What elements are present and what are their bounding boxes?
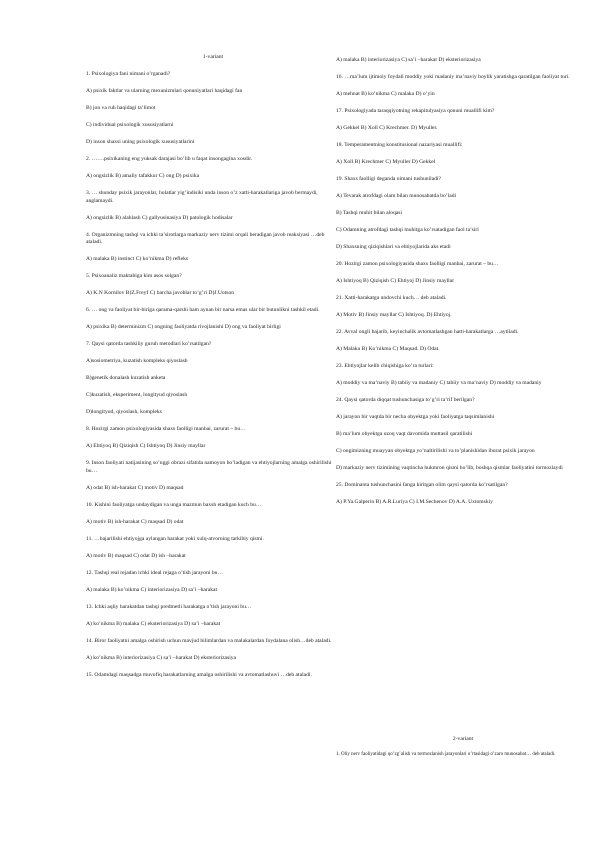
question-line: 10. Kishini faoliyatga undaydigan va unga mazmun baxsh etadigan kuch bu…	[86, 501, 262, 508]
question-line: 19. Shaxs faolligi deganda nimani tushuniladi?	[336, 176, 442, 182]
answer-line: D) Shaxsning qiziqishlari va ehtiyojlarida aks etadi	[336, 244, 451, 250]
variant-1-title: 1-variant	[202, 54, 224, 60]
question-line: 11. …bajarilishi ehtiyojga aylangan harakat yoki xulq-atvorning tarkibiy qismi.	[86, 535, 264, 542]
answer-line: A) malaka B) ko’nikma C) interiorizasiya D) sa’i –harakat	[86, 586, 218, 593]
question-line: 5. Psixoanaliz maktabiga kim asos solgan?	[86, 273, 182, 280]
question-line: 24. Qaysi qatorda diqqat tushunchasiga to’g’ri ta’rif berilgan?	[336, 397, 475, 403]
question-line: 12. Tashqi real rejadan ichki ideal rejaga o’tish jarayoni bu…	[86, 569, 224, 576]
answer-line: C) Odamning atrofdagi tashqi muhitga ko’rsatadigan faol ta’siri	[336, 227, 479, 233]
answer-line: D)longityud, qiyoslash, kompleks	[86, 409, 162, 416]
answer-line: A) ko’nikma B) interiorizasiya C) sa’i –harakat D) eksteriorizasiya	[86, 654, 237, 661]
question-line: 1. Oliy nerv faoliyatidagi qo’zg’alish va tormozlanish jarayonlari o’rtasidagi o’zaro munosabat… deb ataladi.	[336, 752, 556, 757]
variant-2-title: 2-variant	[452, 736, 474, 742]
question-line: 18. Temperamentning konstitusional nazariyasi muallifi:	[336, 142, 463, 148]
question-line: 13. Ichki aqliy harakatdan tashqi predmetli harakatga o’tish jarayoni bu…	[86, 603, 252, 610]
answer-line: A) psixika B) determinizm C) ongning faoliyatda rivojlanishi D) ong va faoliyat birligi	[86, 324, 281, 331]
answer-line: D) inson shaxsi uning psixologik xususiyatlarini	[86, 139, 195, 146]
answer-line: C)kuzatish, eksperiment, longityud qiyoslash	[86, 392, 188, 399]
left-column	[86, 54, 340, 689]
question-line: 15. Odamdagi maqsadga muvofiq harakatlarning amalga oshirilishi va avtomatlashuvi …deb ataladi.	[86, 671, 312, 678]
question-line: 2. …….psixikaning eng yuksak darajasi bo’lib u faqat insongagina xosdir.	[86, 156, 253, 163]
question-line: 4. Organizmning tashqi va ichki ta’sirotlarga markaziy nerv tizimi orqali beradigan javob reaksiyasi …deb ataladi.	[86, 231, 325, 246]
answer-line: A) Ehtiyoq B) Qiziqish C) Ishtiyoq D) Jinsiy mayllar	[86, 443, 206, 450]
question-line: 23. Ehtiyojlar kelib chiqishiga ko’ra turlari:	[336, 363, 434, 369]
answer-line: B)genetik donalash kuzatish anketa	[86, 375, 166, 382]
answer-line: A) motiv B) maqsad C) odat D) ish –harakat	[86, 552, 186, 559]
answer-line: A) motiv B) ish-harakat C) maqsad D) odat	[86, 518, 184, 525]
answer-line: C) ongimizning muayyan obyektga yo’naltirilishi va to’planishidan iborat psixik jarayon	[336, 448, 535, 454]
answer-line: B) jon va ruh haqidagi ta’limot	[86, 105, 156, 112]
answer-line: D) markaziy nerv tizimining vaqtincha hukmron qismi ho’lib, boshqa qismlar faoliyatini tormozlaydi	[336, 465, 563, 471]
question-line: 14. Biror faoliyatni amalga oshirish uchun mavjud bilimlardan va malakalardan foydalana olish…deb ataladi.	[86, 637, 332, 644]
answer-line: A) jarayon bir vaqtda bir necha obyektga yoki faoliyatga taqsimlanishi	[336, 414, 495, 420]
answer-line: A) moddiy va ma’naviy B) tabiiy va madaniy C) tabiiy va ma’naviy D) moddiy va madaniy	[336, 380, 542, 386]
question-line: 6. … ong va faoliyat bir-biriga qarama-qarshi ham aynan bir narsa emas ular bir butunlikni tashkil etadi.	[86, 307, 320, 314]
answer-line: A) Tevarak atrofdagi olam bilan munosabatda bo’ladi	[336, 193, 457, 199]
question-line: 25. Dominanta tushunchasini fanga kiritgan olim qaysi qatorda ko’rsatilgan?	[336, 482, 508, 488]
answer-line: A) ongsizlik B) alahlash C) gallyusinasiya D) patologik hodisalar	[86, 214, 233, 221]
question-line: 3. … shunday psixik jarayonlar, holatlar yig’indisiki unda inson o’z xatti-harakatlariga javob bermaydi, anglamaydi.	[86, 190, 318, 204]
answer-line: A) P.Ya.Galperin B) A.R.Luriya C) I.M.Sechenov D) A.A. Uxtomskiy	[336, 499, 493, 505]
answer-line: A)sosiometriya, kuzatish kompleks qiyoslash	[86, 358, 188, 365]
right-column	[336, 57, 590, 516]
answer-line: A) malaka B) interiorizasiya C) sa’i –harakat D) eksteriorizasiya	[336, 57, 481, 63]
answer-line: A) Gekkel B) Xoll C) Krechmer. D) Myuller.	[336, 125, 438, 131]
answer-line: A) K.N Kornilov B)Z.Freyf C) barcha javoblar to’g’ri D)J.Uotson	[86, 290, 235, 297]
question-line: 17. Psixologiyada taraqqiyotning rekapitulyasiya qonuni muallifi kim?	[336, 108, 495, 114]
answer-line: A) odat B) ish-harakat C) motiv D) maqsad	[86, 484, 184, 491]
answer-line: A) Xoll B) Krechmer C) Myuller D) Gekkel	[336, 159, 436, 165]
answer-line: A) Malaka B) Ko’nikma C) Maqsad. D) Odat.	[336, 346, 440, 352]
question-line: 20. Hozirgi zamon psixologiyasida shaxs faolligi manbai, zarurat – bu…	[336, 261, 499, 267]
answer-line: A) Ishtiyoq B) Qiziqish C) Ehtiyoj D) Jinsiy mayllar	[336, 278, 455, 284]
answer-line: B) Tashqi muhit bilan aloqasi	[336, 210, 403, 216]
answer-line: A) malaka B) instinct C) ko’nikma D) refleks	[86, 256, 189, 263]
question-line: 7. Qaysi qatorda tashkiliy guruh metodlari ko’rsatilgan?	[86, 341, 212, 348]
question-line: 22. Avval ongli bajarib, keyinchalik avtomatlashgan hatti-harakatlarga …aytiladi.	[336, 329, 519, 335]
question-line: 16. …ma’lum ijtimoiy foydali moddiy yoki madaniy ma’naviy boylik yaratishga qaratilgan faoliyat turi.	[336, 74, 570, 80]
question-line: 21. Xatti-harakatga undovchi kuch… deb ataladi.	[336, 295, 447, 301]
question-line: 8. Hozirgi zamon psixologiyasida shaxs faolligi manbai, zarurat – bu…	[86, 426, 246, 433]
answer-line: A) psixik faktlar va ularning mexanizmlari qonuniyatlari haqidagi fan	[86, 88, 243, 95]
answer-line: A) mehnat B) ko’nikma C) malaka D) o’yin	[336, 91, 435, 97]
answer-line: A) ko’nikma B) malaka C) eksteriorizasiya D) sa’i –harakat	[86, 620, 221, 627]
question-line: 9. Inson faoliyati natijasining so’nggi obrazi sifatida namoyon bo’ladigan va ehtiyojlarning amalga oshirilishi bu…	[86, 460, 332, 474]
answer-line: A) Motiv B) Jinsiy mayllar C) Ishtiyoq. D) Ehtiyoj.	[336, 312, 452, 318]
answer-line: B) ma’lum obyektga uzoq vaqt davomida muttasil qaratilishi	[336, 431, 473, 437]
answer-line: C) individual psixologik xususiyatlarni	[86, 122, 174, 129]
answer-line: A) ongsizlik B) amaliy tafakkur C) ong D) psixika	[86, 173, 200, 180]
question-line: 1. Psixologiya fani nimani o’rganadi?	[86, 71, 171, 78]
